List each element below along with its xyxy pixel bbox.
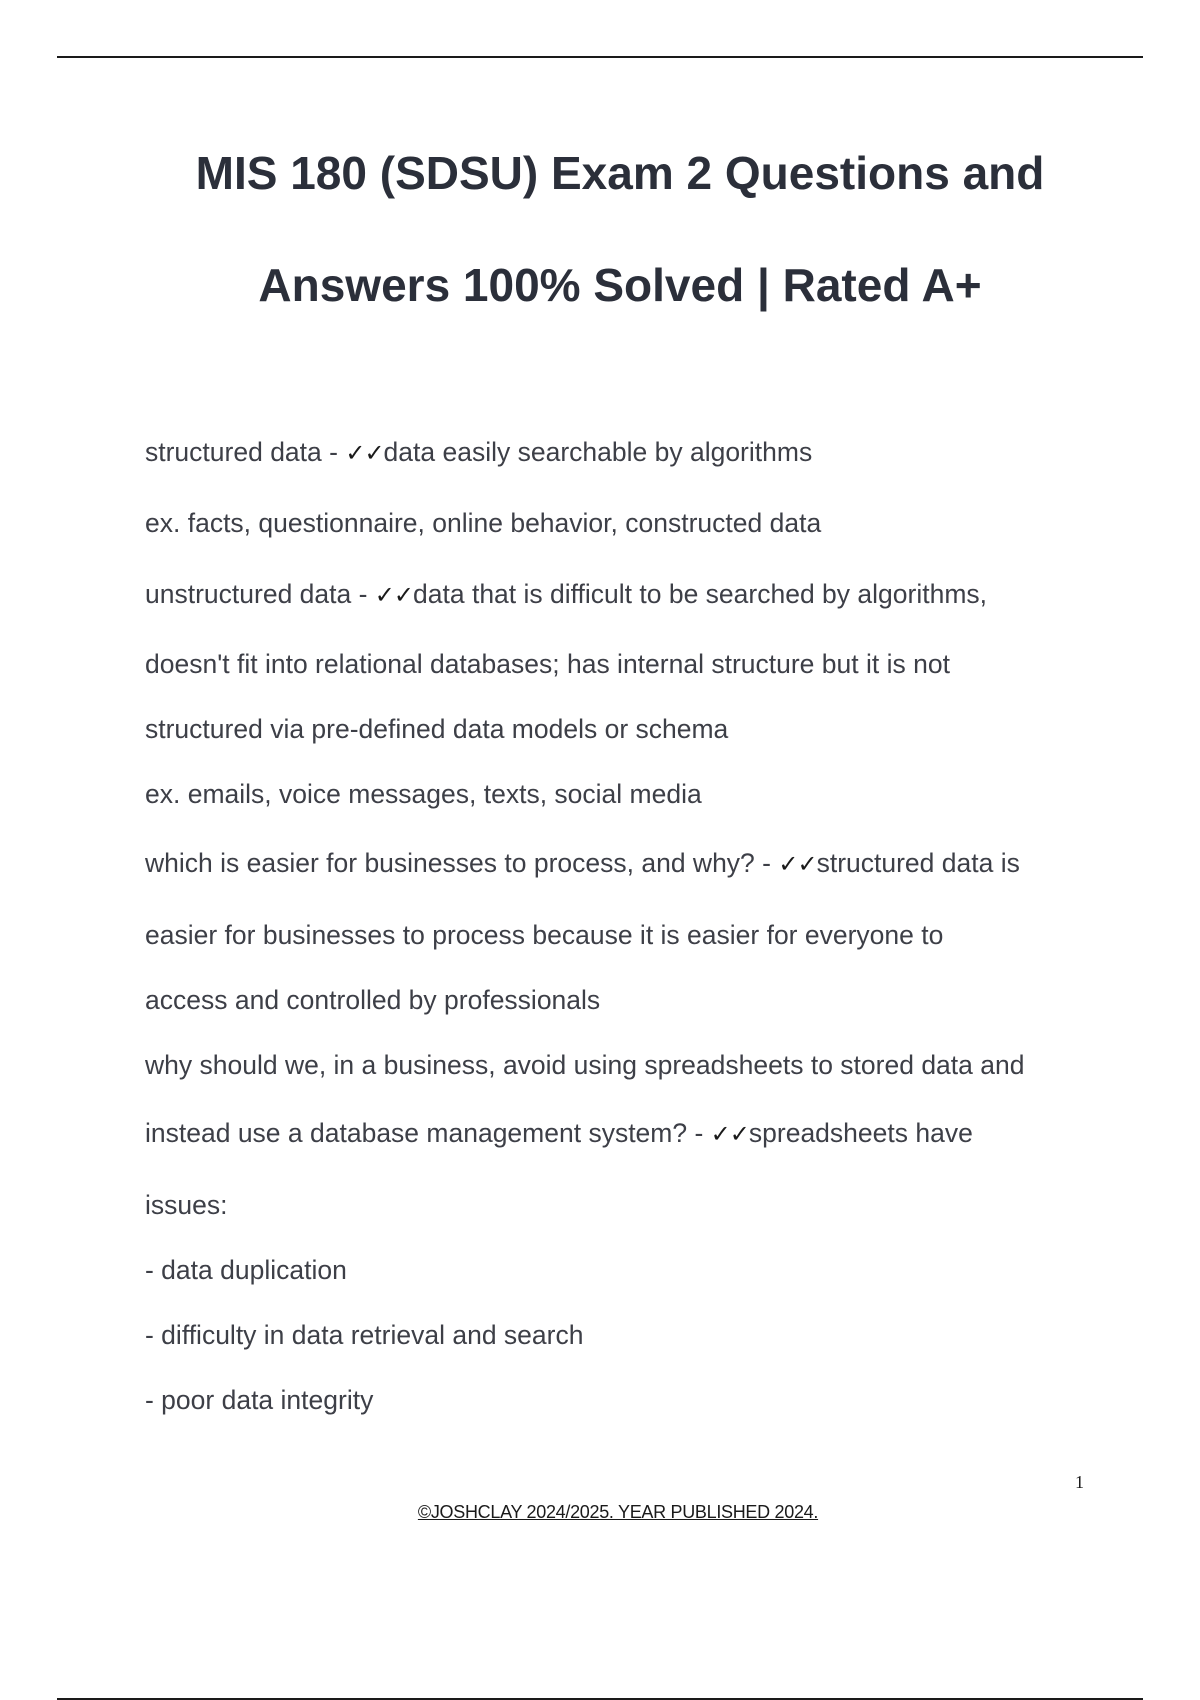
double-check-icon: ✓✓ — [710, 1120, 749, 1148]
body-line: easier for businesses to process because it is easier for everyone to — [145, 920, 944, 950]
body-line: structured via pre-defined data models or schema — [145, 714, 729, 744]
body-line: which is easier for businesses to process, and why? - ✓✓structured data is — [145, 848, 1020, 878]
double-check-icon: ✓✓ — [778, 850, 817, 878]
body-line: structured data - ✓✓data easily searchable by algorithms — [145, 437, 813, 467]
document-title-line-1: MIS 180 (SDSU) Exam 2 Questions and — [195, 147, 1045, 199]
list-item: - data duplication — [145, 1255, 347, 1285]
body-line: unstructured data - ✓✓data that is difficult to be searched by algorithms, — [145, 579, 988, 609]
body-line: doesn't fit into relational databases; has internal structure but it is not — [145, 649, 950, 679]
list-item: - difficulty in data retrieval and search — [145, 1320, 584, 1350]
document-title-line-2: Answers 100% Solved | Rated A+ — [258, 259, 982, 311]
body-line: issues: — [145, 1190, 228, 1220]
body-line: ex. emails, voice messages, texts, social media — [145, 779, 702, 809]
double-check-icon: ✓✓ — [374, 581, 414, 609]
page-number: 1 — [1075, 1472, 1084, 1492]
double-check-icon: ✓✓ — [345, 439, 384, 467]
body-line: instead use a database management system? - ✓✓spreadsheets have — [145, 1118, 973, 1148]
copyright-footer: ©JOSHCLAY 2024/2025. YEAR PUBLISHED 2024. — [417, 1502, 819, 1522]
list-item: - poor data integrity — [145, 1385, 374, 1415]
body-line: ex. facts, questionnaire, online behavior, constructed data — [145, 508, 822, 538]
top-rule — [57, 56, 1143, 58]
body-line: why should we, in a business, avoid using spreadsheets to stored data and — [145, 1050, 1025, 1080]
body-line: access and controlled by professionals — [145, 985, 601, 1015]
